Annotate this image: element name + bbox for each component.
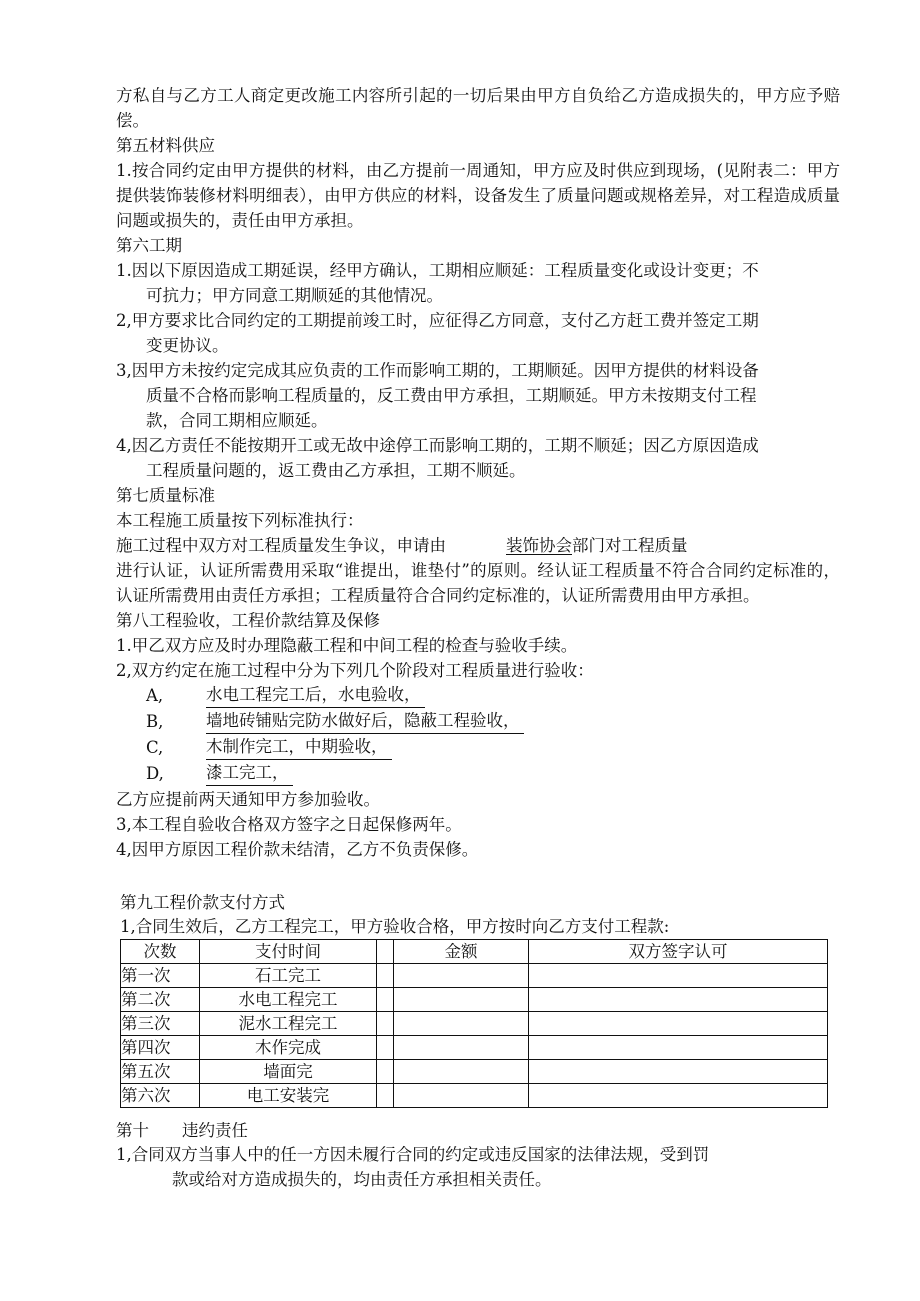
section-7-clause-1: 本工程施工质量按下列标准执行：	[116, 511, 364, 530]
stage-item	[116, 683, 840, 709]
row-amount	[394, 964, 529, 988]
clause-line: 2,甲方要求比合同约定的工期提前竣工时，应征得乙方同意，支付乙方赶工费并签定工期	[116, 311, 759, 330]
table-row	[121, 1060, 828, 1084]
header-cell: 双方签字认可	[529, 940, 828, 964]
stage-text: 木制作完工，中期验收，	[206, 736, 392, 760]
table-row	[121, 1036, 828, 1060]
row-count: 第四次	[121, 1036, 200, 1060]
row-empty	[377, 1012, 394, 1036]
clause-line: 质量不合格而影响工程质量的，反工费由甲方承担，工期顺延。甲方未按期支付工程	[146, 386, 757, 405]
stage-item	[116, 709, 840, 735]
section-8-clause-1: 1.甲乙双方应及时办理隐蔽工程和中间工程的检查与验收手续。	[116, 636, 578, 655]
section-6-title: 第六工期	[116, 236, 182, 255]
clause-line: 3,因甲方未按约定完成其应负责的工作而影响工期的，工期顺延。因甲方提供的材料设备	[116, 361, 759, 380]
row-signature	[529, 1060, 828, 1084]
row-empty	[377, 1036, 394, 1060]
section-9-title: 第九工程价款支付方式	[120, 893, 285, 912]
row-signature	[529, 1012, 828, 1036]
stage-list	[116, 683, 840, 787]
row-count: 第六次	[121, 1084, 200, 1108]
row-signature	[529, 988, 828, 1012]
stage-item	[116, 735, 840, 761]
row-empty	[377, 1084, 394, 1108]
row-signature	[529, 964, 828, 988]
clause-line: 1.因以下原因造成工期延误，经甲方确认，工期相应顺延：工程质量变化或设计变更；不	[116, 261, 759, 280]
row-empty	[377, 964, 394, 988]
section-5-clause-1: 1.按合同约定由甲方提供的材料，由乙方提前一周通知，甲方应及时供应到现场，(见附表二：甲方提供装饰装修材料明细表），由甲方供应的材料，设备发生了质量问题或规格差异，对工程造成质量问题或损失的，责任由甲方承担。	[116, 161, 840, 230]
section-10-clause-1-line-2: 款或给对方造成损失的，均由责任方承担相关责任。	[172, 1170, 552, 1189]
row-time: 木作完成	[200, 1036, 377, 1060]
section-7-clause-2	[116, 533, 840, 558]
row-amount	[394, 988, 529, 1012]
section-7-title: 第七质量标准	[116, 486, 215, 505]
stage-letter: D,	[146, 764, 164, 783]
organization-name: 装饰协会	[506, 536, 572, 555]
section-8-title: 第八工程验收，工程价款结算及保修	[116, 611, 380, 630]
clause-text: 部门对工程质量	[572, 536, 688, 555]
stage-text: 漆工完工，	[206, 762, 293, 786]
row-count: 第一次	[121, 964, 200, 988]
header-cell: 支付时间	[200, 940, 377, 964]
clause-text: 施工过程中双方对工程质量发生争议，申请由	[116, 536, 446, 555]
section-6-clause-1	[116, 258, 840, 308]
table-row	[121, 1084, 828, 1108]
header-cell	[377, 940, 394, 964]
section-8-clause-4: 4,因甲方原因工程价款未结清，乙方不负责保修。	[116, 840, 479, 859]
clause-line: 款，合同工期相应顺延。	[146, 411, 328, 430]
stage-text: 墙地砖铺贴完防水做好后，隐蔽工程验收，	[206, 710, 524, 734]
section-5-title: 第五材料供应	[116, 136, 215, 155]
section-10-title: 第十 违约责任	[116, 1121, 248, 1140]
section-6-clause-3	[116, 358, 840, 433]
clause-line: 工程质量问题的，返工费由乙方承担，工期不顺延。	[146, 461, 526, 480]
section-10-clause-1-line-1: 1,合同双方当事人中的任一方因未履行合同的约定或违反国家的法律法规，受到罚	[116, 1145, 710, 1164]
section-6-clause-4	[116, 433, 840, 483]
row-amount	[394, 1012, 529, 1036]
document-body	[116, 83, 840, 862]
row-count: 第五次	[121, 1060, 200, 1084]
row-amount	[394, 1060, 529, 1084]
table-row	[121, 964, 828, 988]
section-6-clause-2	[116, 308, 840, 358]
row-empty	[377, 988, 394, 1012]
row-signature	[529, 1084, 828, 1108]
section-8-notify: 乙方应提前两天通知甲方参加验收。	[116, 790, 380, 809]
row-time: 电工安装完	[200, 1084, 377, 1108]
stage-text: 水电工程完工后，水电验收，	[206, 684, 425, 708]
stage-letter: A,	[146, 686, 164, 705]
row-count: 第三次	[121, 1012, 200, 1036]
stage-letter: B,	[146, 712, 164, 731]
row-count: 第二次	[121, 988, 200, 1012]
section-7-clause-3: 进行认证，认证所需费用采取“谁提出，谁垫付”的原则。经认证工程质量不符合合同约定标准的，认证所需费用由责任方承担；工程质量符合合同约定标准的，认证所需费用由甲方承担。	[116, 561, 840, 605]
table-row	[121, 1012, 828, 1036]
table-header-row	[121, 940, 828, 964]
table-row	[121, 988, 828, 1012]
row-amount	[394, 1084, 529, 1108]
row-signature	[529, 1036, 828, 1060]
stage-letter: C,	[146, 738, 164, 757]
header-cell: 次数	[121, 940, 200, 964]
stage-item	[116, 761, 840, 787]
row-time: 墙面完	[200, 1060, 377, 1084]
row-time: 水电工程完工	[200, 988, 377, 1012]
clause-line: 变更协议。	[146, 336, 229, 355]
clause-line: 可抗力；甲方同意工期顺延的其他情况。	[146, 286, 443, 305]
section-8-clause-2: 2,双方约定在施工过程中分为下列几个阶段对工程质量进行验收：	[116, 661, 594, 680]
intro-paragraph: 方私自与乙方工人商定更改施工内容所引起的一切后果由甲方自负给乙方造成损失的，甲方应予赔偿。	[116, 86, 840, 130]
row-time: 泥水工程完工	[200, 1012, 377, 1036]
section-8-clause-3: 3,本工程自验收合格双方签字之日起保修两年。	[116, 815, 462, 834]
header-cell: 金额	[394, 940, 529, 964]
row-empty	[377, 1060, 394, 1084]
row-time: 石工完工	[200, 964, 377, 988]
row-amount	[394, 1036, 529, 1060]
section-9-clause-1: 1,合同生效后，乙方工程完工，甲方验收合格，甲方按时向乙方支付工程款:	[120, 917, 670, 936]
payment-table	[120, 939, 828, 1108]
clause-line: 4,因乙方责任不能按期开工或无故中途停工而影响工期的，工期不顺延；因乙方原因造成	[116, 436, 759, 455]
